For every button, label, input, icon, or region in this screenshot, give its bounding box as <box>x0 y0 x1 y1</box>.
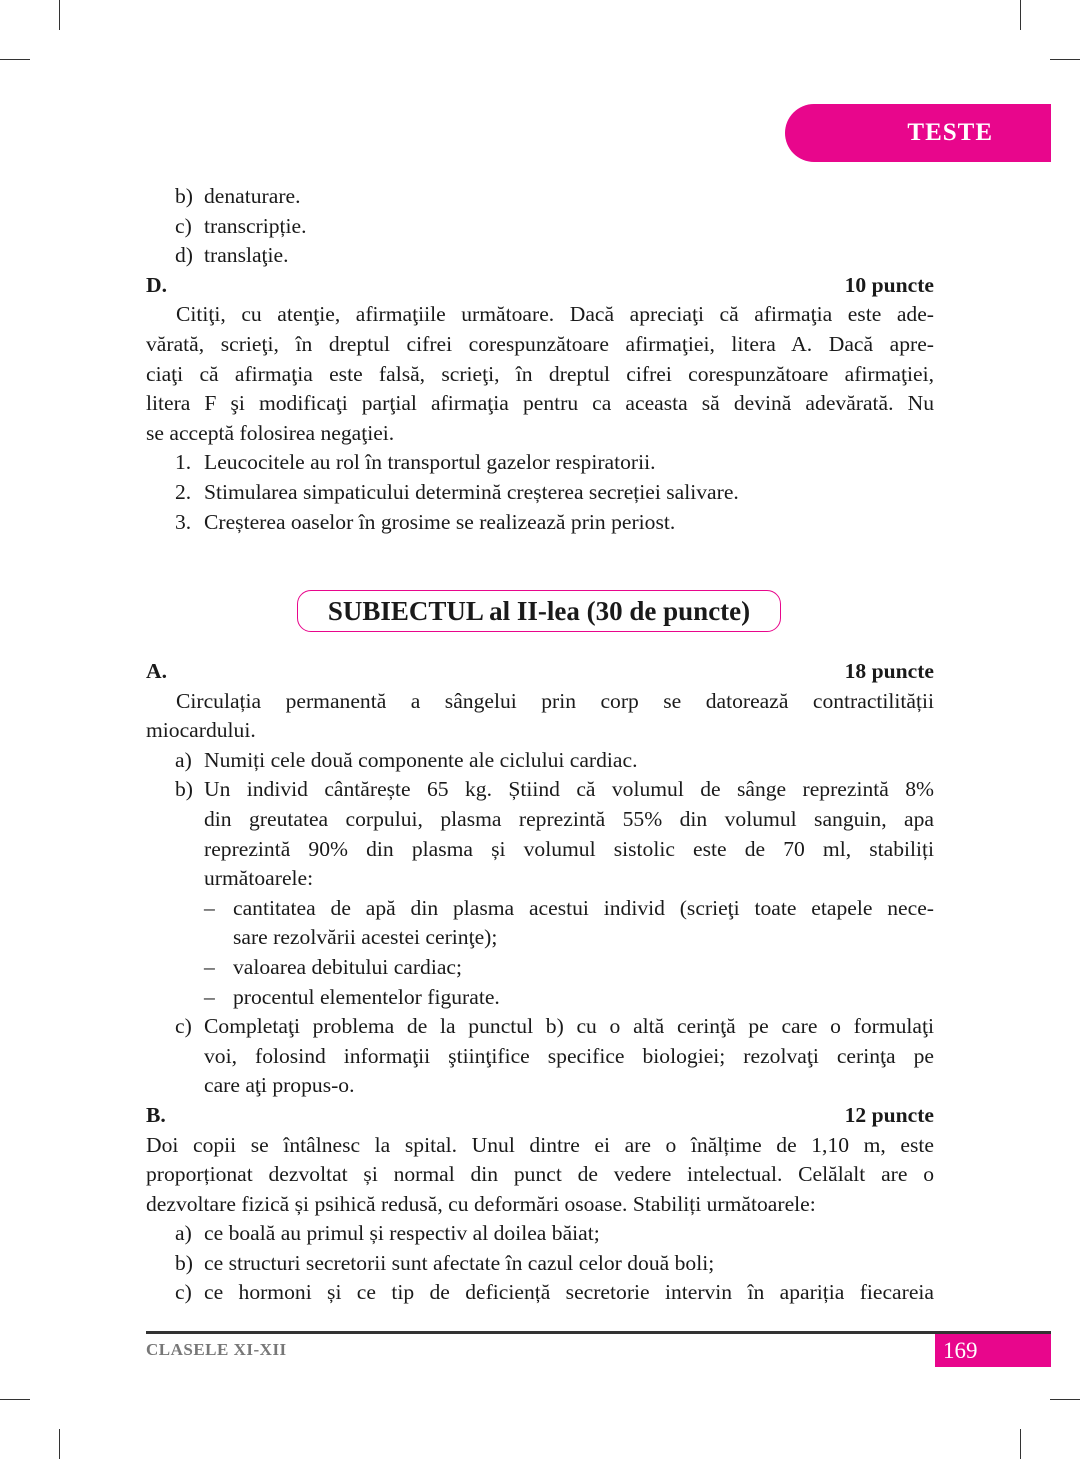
item-label: – <box>204 895 215 920</box>
paragraph-line <box>146 300 934 330</box>
section-heading <box>146 657 934 687</box>
line-text: procentul elementelor figurate. <box>233 984 500 1009</box>
paragraph-line <box>146 330 934 360</box>
paragraph-line <box>146 389 934 419</box>
list-item <box>146 805 934 835</box>
line-text: translaţie. <box>204 243 289 268</box>
section-heading <box>146 1101 934 1131</box>
footer-title: CLASELE XI-XII <box>146 1340 287 1359</box>
list-item <box>146 1012 934 1042</box>
line-text: miocardului. <box>146 718 256 743</box>
section-2-content <box>146 657 934 1308</box>
crop-mark <box>1050 59 1080 60</box>
paragraph-line <box>146 360 934 390</box>
list-item <box>146 835 934 865</box>
line-text: Completaţi problema de la punctul b) cu o altă cerinţă pe care o formulaţi <box>204 1014 934 1039</box>
line-text: transcripție. <box>204 213 307 238</box>
line-text: ciaţi că afirmaţia este falsă, scrieţi, în dreptul cifrei corespunzătoare afirmaţiei, <box>146 361 934 386</box>
list-item <box>146 1249 934 1279</box>
line-text: următoarele: <box>204 866 314 891</box>
list-item <box>146 182 934 212</box>
list-item <box>146 1278 934 1308</box>
item-label: b) <box>175 777 193 802</box>
heading-label: B. <box>146 1102 166 1127</box>
list-item <box>146 746 934 776</box>
line-text: proporționat dezvoltat și normal din punct de vedere intelectual. Celălalt are o <box>146 1162 934 1187</box>
line-text: Leucocitele au rol în transportul gazelor respiratorii. <box>204 450 656 475</box>
list-item <box>146 775 934 805</box>
list-item <box>146 212 934 242</box>
item-label: b) <box>175 184 193 208</box>
crop-mark <box>59 0 60 30</box>
list-item <box>146 508 934 538</box>
line-text: care aţi propus-o. <box>204 1073 355 1098</box>
item-label: 3. <box>175 509 192 534</box>
paragraph-line <box>146 1160 934 1190</box>
subject-title: SUBIECTUL al II-lea (30 de puncte) <box>297 590 781 632</box>
item-label: – <box>204 984 215 1009</box>
line-text: denaturare. <box>204 184 301 208</box>
line-text: Doi copii se întâlnesc la spital. Unul dintre ei are o înălțime de 1,10 m, este <box>146 1132 934 1157</box>
section-1-content <box>146 182 934 537</box>
line-text: Citiţi, cu atenţie, afirmaţiile următoare. Dacă apreciaţi că afirmaţia este ade- <box>176 302 934 327</box>
item-label: c) <box>175 1014 192 1039</box>
crop-mark <box>1050 1399 1080 1400</box>
item-label: – <box>204 954 215 979</box>
line-text: voi, folosind informaţii ştiinţifice specifice biologiei; rezolvaţi cerinţa pe <box>204 1043 934 1068</box>
item-label: 1. <box>175 450 192 475</box>
paragraph-line <box>146 419 934 449</box>
line-text: Stimularea simpaticului determină creșterea secreției salivare. <box>204 479 739 504</box>
section-tab: TESTE <box>785 104 1051 162</box>
line-text: Circulația permanentă a sângelui prin corp se datorează contractilității <box>176 688 934 713</box>
list-item <box>146 478 934 508</box>
item-label: a) <box>175 1221 192 1246</box>
line-text: se acceptă folosirea negaţiei. <box>146 420 395 445</box>
line-text: valoarea debitului cardiac; <box>233 954 463 979</box>
crop-mark <box>1020 0 1021 30</box>
sub-list-item <box>146 983 934 1013</box>
heading-points: 18 puncte <box>844 659 934 683</box>
list-item <box>146 241 934 271</box>
heading-points: 12 puncte <box>844 1102 934 1127</box>
crop-mark <box>59 1429 60 1459</box>
line-text: litera F şi modificaţi parţial afirmaţia pentru ca aceasta să devină adevărată. Nu <box>146 391 934 416</box>
line-text: ce structuri secretorii sunt afectate în cazul celor două boli; <box>204 1250 715 1275</box>
paragraph-line <box>146 687 934 717</box>
page-number: 169 <box>935 1334 1051 1367</box>
list-item <box>146 1071 934 1101</box>
list-item <box>146 864 934 894</box>
item-label: c) <box>175 213 192 238</box>
line-text: dezvoltare fizică și psihică redusă, cu deformări osoase. Stabiliți următoarele: <box>146 1191 816 1216</box>
list-item <box>146 448 934 478</box>
line-text: reprezintă 90% din plasma și volumul sistolic este de 70 ml, stabiliți <box>204 836 934 861</box>
heading-points: 10 puncte <box>844 272 934 297</box>
line-text: sare rezolvării acestei cerinţe); <box>233 925 498 950</box>
line-text: Creșterea oaselor în grosime se realizează prin periost. <box>204 509 676 534</box>
crop-mark <box>0 59 30 60</box>
item-label: d) <box>175 243 193 268</box>
item-label: c) <box>175 1280 192 1305</box>
line-text: din greutatea corpului, plasma reprezintă 55% din volumul sanguin, apa <box>204 806 934 831</box>
paragraph-line <box>146 1131 934 1161</box>
section-heading <box>146 271 934 301</box>
heading-label: D. <box>146 272 167 297</box>
line-text: ce boală au primul și respectiv al doilea băiat; <box>204 1221 600 1246</box>
list-item <box>146 1042 934 1072</box>
sub-list-item <box>146 894 934 924</box>
line-text: cantitatea de apă din plasma acestui individ (scrieţi toate etapele nece- <box>233 895 934 920</box>
sub-list-item <box>146 953 934 983</box>
item-label: a) <box>175 747 192 772</box>
list-item <box>146 1219 934 1249</box>
crop-mark <box>0 1399 30 1400</box>
crop-mark <box>1020 1429 1021 1459</box>
sub-list-item <box>146 923 934 953</box>
paragraph-line <box>146 716 934 746</box>
item-label: b) <box>175 1250 193 1275</box>
line-text: Numiți cele două componente ale ciclului cardiac. <box>204 747 638 772</box>
line-text: Un individ cântărește 65 kg. Știind că volumul de sânge reprezintă 8% <box>204 777 934 802</box>
line-text: vărată, scrieţi, în dreptul cifrei corespunzătoare afirmaţiei, litera A. Dacă apre- <box>146 331 934 356</box>
paragraph-line <box>146 1190 934 1220</box>
item-label: 2. <box>175 479 192 504</box>
footer-rule <box>146 1331 1051 1334</box>
line-text: ce hormoni și ce tip de deficiență secretorie intervin în apariția fiecareia <box>204 1280 934 1305</box>
heading-label: A. <box>146 659 167 683</box>
